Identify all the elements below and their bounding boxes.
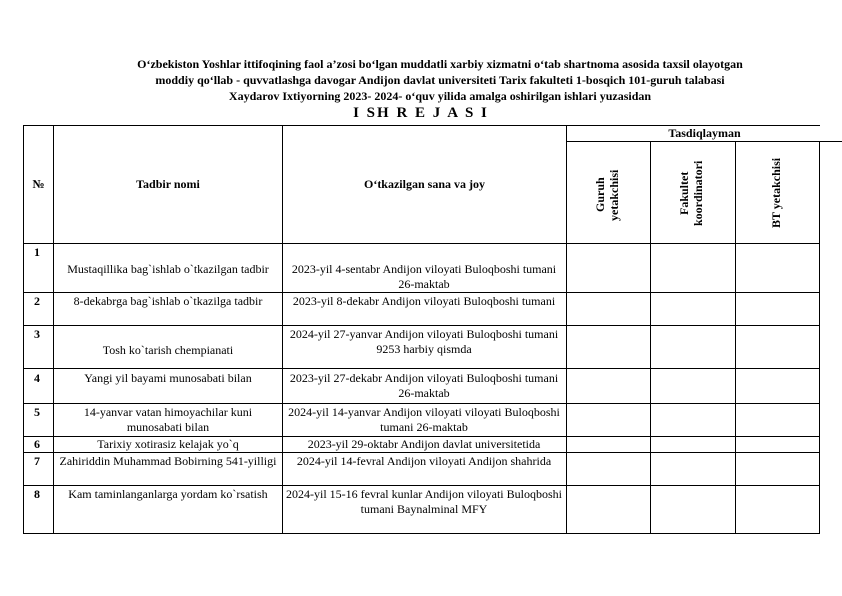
row-date-place: 2023-yil 8-dekabr Andijon viloyati Buloqboshi tumani [292,294,556,308]
approve-header-line [567,141,842,142]
col-line [566,125,567,534]
document-title: I SH R E J A S I [353,105,489,121]
row-event-name: Kam taminlanganlarga yordam ko`rsatish [68,487,268,501]
header-number: № [32,177,45,191]
row-number: 6 [34,437,40,451]
row-event-name: Mustaqillika bag`ishlab o`tkazilgan tadbir [67,262,269,276]
row-line [23,403,820,404]
row-number: 8 [34,487,40,501]
row-line [23,485,820,486]
header-bt-leader: BT yetakchisi [769,157,783,229]
header-line-1: O‘zbekiston Yoshlar ittifoqining faol a’zosi bo‘lgan muddatli xarbiy xizmatni o‘tab shartnoma asosida taxsil olayotgan [137,57,743,71]
row-event-name: Tosh ko`tarish chempianati [102,343,234,357]
header-line-3: Xaydarov Ixtiyorning 2023- 2024- o‘quv yilida amalga oshirilgan ishlari yuzasidan [228,89,652,103]
row-date-place: 2023-yil 4-sentabr Andijon viloyati Buloqboshi tumani 26-maktab [291,262,557,291]
table-border-bottom [23,533,820,534]
row-number: 2 [34,294,40,308]
row-number: 7 [34,454,40,468]
row-event-name: Tarixiy xotirasiz kelajak yo`q [97,437,239,451]
header-approve: Tasdiqlayman [668,126,741,140]
col-line [735,141,736,534]
header-group-leader: Guruh yetakchisi [593,169,621,221]
row-event-name: 8-dekabrga bag`ishlab o`tkazilga tadbir [73,294,263,308]
row-line [23,292,820,293]
row-date-place: 2024-yil 14-yanvar Andijon viloyati viloyati Buloqboshi tumani 26-maktab [288,405,560,434]
row-number: 3 [34,327,40,341]
row-event-name: 14-yanvar vatan himoyachilar kuni munosabati bilan [83,405,253,434]
row-line [23,243,820,244]
row-event-name: Yangi yil bayami munosabati bilan [84,371,252,385]
header-event-name: Tadbir nomi [136,177,200,191]
header-line-2: moddiy qo‘llab - quvvatlashga davogar Andijon davlat universiteti Tarix fakulteti 1-bosqich 101-guruh talabasi [155,73,725,87]
row-date-place: 2024-yil 27-yanvar Andijon viloyati Buloqboshi tumani 9253 harbiy qismda [289,327,559,356]
row-date-place: 2024-yil 14-fevral Andijon viloyati Andijon shahrida [296,454,552,468]
header-date-place: O‘tkazilgan sana va joy [363,177,485,191]
row-number: 5 [34,405,40,419]
row-number: 1 [34,245,40,259]
header-faculty-coordinator: Fakultet koordinatori [677,160,705,226]
row-date-place: 2024-yil 15-16 fevral kunlar Andijon viloyati Buloqboshi tumani Baynalminal MFY [286,487,562,516]
row-line [23,368,820,369]
row-line [23,452,820,453]
col-line [819,141,820,534]
col-line [650,141,651,534]
row-event-name: Zahiriddin Muhammad Bobirning 541-yilligi [59,454,277,468]
row-date-place: 2023-yil 27-dekabr Andijon viloyati Buloqboshi tumani 26-maktab [289,371,559,400]
document-header [70,56,810,104]
row-date-place: 2023-yil 29-oktabr Andijon davlat universitetida [307,437,541,451]
row-line [23,325,820,326]
row-number: 4 [34,371,40,385]
